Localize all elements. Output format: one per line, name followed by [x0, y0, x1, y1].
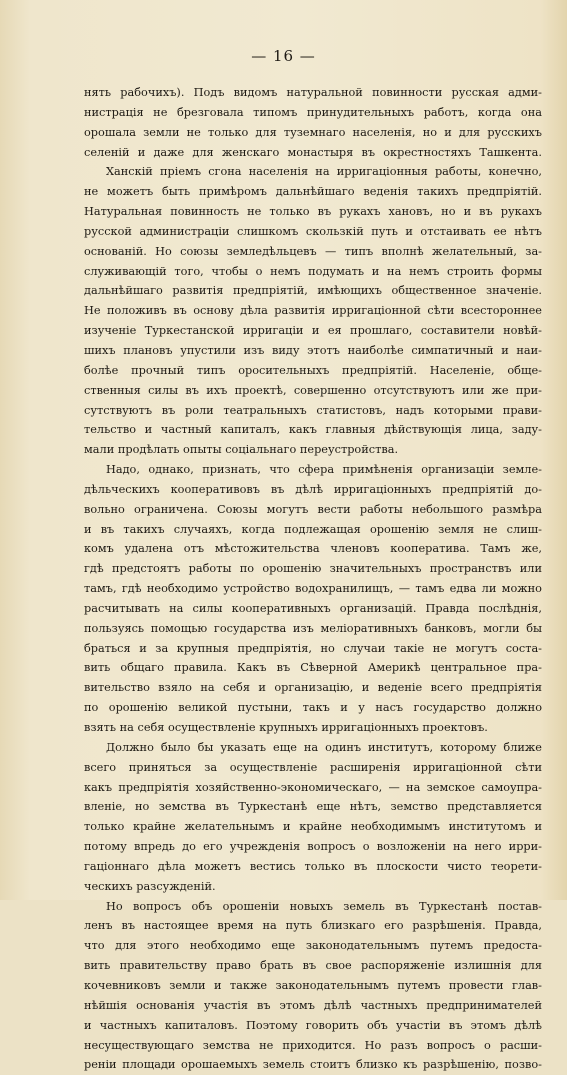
text-line: дальнѣйшаго развитія предпріятій, имѣющихъ общественное значеніе.	[84, 284, 542, 298]
text-line: дѣльческихъ кооперативовъ въ дѣлѣ ирригаціонныхъ предпріятій до-	[84, 482, 542, 496]
text-line: взять на себя осуществленіе крупныхъ ирригаціонныхъ проектовъ.	[84, 721, 488, 734]
text-line: несуществующаго земства не приходится. Но разъ вопросъ о расши-	[84, 1038, 542, 1052]
text-line: основаній. Но союзы земледѣльцевъ — типъ вполнѣ желательный, за-	[84, 244, 542, 258]
text-line: сутствуютъ въ роли театральныхъ статистовъ, надъ которыми прави-	[84, 403, 542, 417]
text-line: изученіе Туркестанской ирригаціи и ея прошлаго, составители новѣй-	[84, 324, 542, 338]
text-line: реніи площади орошаемыхъ земель стоитъ близко къ разрѣшенію, позво-	[84, 1058, 542, 1072]
paragraph-3	[84, 460, 542, 738]
text-line: орошала земли не только для туземнаго населенія, но и для русскихъ	[84, 125, 542, 139]
text-line: и частныхъ капиталовъ. Поэтому говорить объ участіи въ этомъ дѣлѣ	[84, 1018, 542, 1032]
text-line: болѣе прочный типъ оросительныхъ предпріятій. Населеніе, обще-	[84, 363, 542, 377]
text-line: вольно ограничена. Союзы могутъ вести работы небольшого размѣра	[84, 502, 542, 516]
text-line: вить общаго правила. Какъ въ Сѣверной Америкѣ центральное пра-	[84, 661, 542, 675]
text-line: расчитывать на силы кооперативныхъ организацій. Правда послѣднія,	[84, 601, 542, 615]
text-line: нистрація не брезговала типомъ принудительныхъ работъ, когда она	[84, 105, 542, 119]
paragraph-5	[84, 897, 542, 1075]
text-line: гаціоннаго дѣла можетъ вестись только въ плоскости чисто теорети-	[84, 859, 542, 873]
text-line: Натуральная повинность не только въ рукахъ хановъ, но и въ рукахъ	[84, 205, 542, 219]
text-line: только крайне желательнымъ и крайне необходимымъ институтомъ и	[84, 820, 542, 834]
paragraph-2	[84, 162, 542, 460]
text-line: нѣйшія основанія участія въ этомъ дѣлѣ частныхъ предпринимателей	[84, 998, 542, 1012]
text-line: шихъ плановъ упустили изъ виду этотъ наиболѣе симпатичный и наи-	[84, 343, 542, 357]
text-line: Надо, однако, признать, что сфера примѣненія организаціи земле-	[106, 463, 542, 477]
paragraph-4	[84, 738, 542, 897]
text-line: Ханскій пріемъ сгона населенія на ирригаціонныя работы, конечно,	[106, 165, 542, 179]
text-line: что для этого необходимо еще законодательнымъ путемъ предоста-	[84, 939, 542, 953]
text-line: пользуясь помощью государства изъ меліоративныхъ банковъ, могли бы	[84, 621, 542, 635]
text-line: вленіе, но земства въ Туркестанѣ еще нѣтъ, земство представляется	[84, 800, 542, 814]
text-line: и въ такихъ случаяхъ, когда подлежащая орошенію земля не слиш-	[84, 522, 542, 536]
text-line: ленъ въ настоящее время на путь близкаго его разрѣшенія. Правда,	[84, 919, 542, 933]
text-line: комъ удалена отъ мѣстожительства членовъ кооператива. Тамъ же,	[84, 542, 542, 556]
text-line: потому впредь до его учрежденія вопросъ о возложеніи на него ирри-	[84, 840, 542, 854]
text-line: ственныя силы въ ихъ проектѣ, совершенно отсутствуютъ или же при-	[84, 383, 542, 397]
text-line: вительство взяло на себя и организацію, и веденіе всего предпріятія	[84, 681, 542, 695]
page-number: — 16 —	[251, 47, 316, 65]
text-line: гдѣ предстоятъ работы по орошенію значительныхъ пространствъ или	[84, 562, 542, 576]
text-line: браться и за крупныя предпріятія, но случаи такіе не могутъ соста-	[84, 641, 542, 655]
text-line: всего приняться за осуществленіе расширенія ирригаціонной сѣти	[84, 760, 542, 774]
text-line: селеній и даже для женскаго монастыря въ окрестностяхъ Ташкента.	[84, 145, 542, 159]
text-line: не можетъ быть примѣромъ дальнѣйшаго веденія такихъ предпріятій.	[84, 185, 542, 199]
text-line: тамъ, гдѣ необходимо устройство водохранилищъ, — тамъ едва ли можно	[84, 582, 542, 596]
text-line: кочевниковъ земли и также законодательнымъ путемъ провести глав-	[84, 978, 542, 992]
paragraph-1	[84, 83, 542, 162]
text-line: мали продѣлать опыты соціальнаго переустройства.	[84, 443, 399, 457]
text-line: Не положивъ въ основу дѣла развитія ирригаціонной сѣти всестороннее	[84, 304, 542, 318]
text-line: Должно было бы указать еще на одинъ институтъ, которому ближе	[106, 740, 542, 754]
text-line: вить правительству право брать въ свое распоряженіе излишнія для	[84, 959, 542, 973]
text-line: русской администраціи слишкомъ скользкій путь и отстаивать ее нѣтъ	[84, 224, 542, 238]
text-line: Но вопросъ объ орошеніи новыхъ земель въ Туркестанѣ постав-	[106, 899, 542, 913]
body-text	[84, 83, 542, 1075]
text-line: по орошенію великой пустыни, такъ и у насъ государство должно	[84, 701, 542, 715]
text-line: тельство и частный капиталъ, какъ главныя дѣйствующія лица, заду-	[84, 423, 542, 437]
text-line: нять рабочихъ). Подъ видомъ натуральной повинности русская адми-	[84, 86, 542, 99]
text-line: ческихъ разсужденій.	[84, 879, 216, 893]
text-line: служивающій того, чтобы о немъ подумать и на немъ строить формы	[84, 264, 542, 278]
text-line: какъ предпріятія хозяйственно-экономическаго, — на земское самоупра-	[84, 780, 542, 794]
